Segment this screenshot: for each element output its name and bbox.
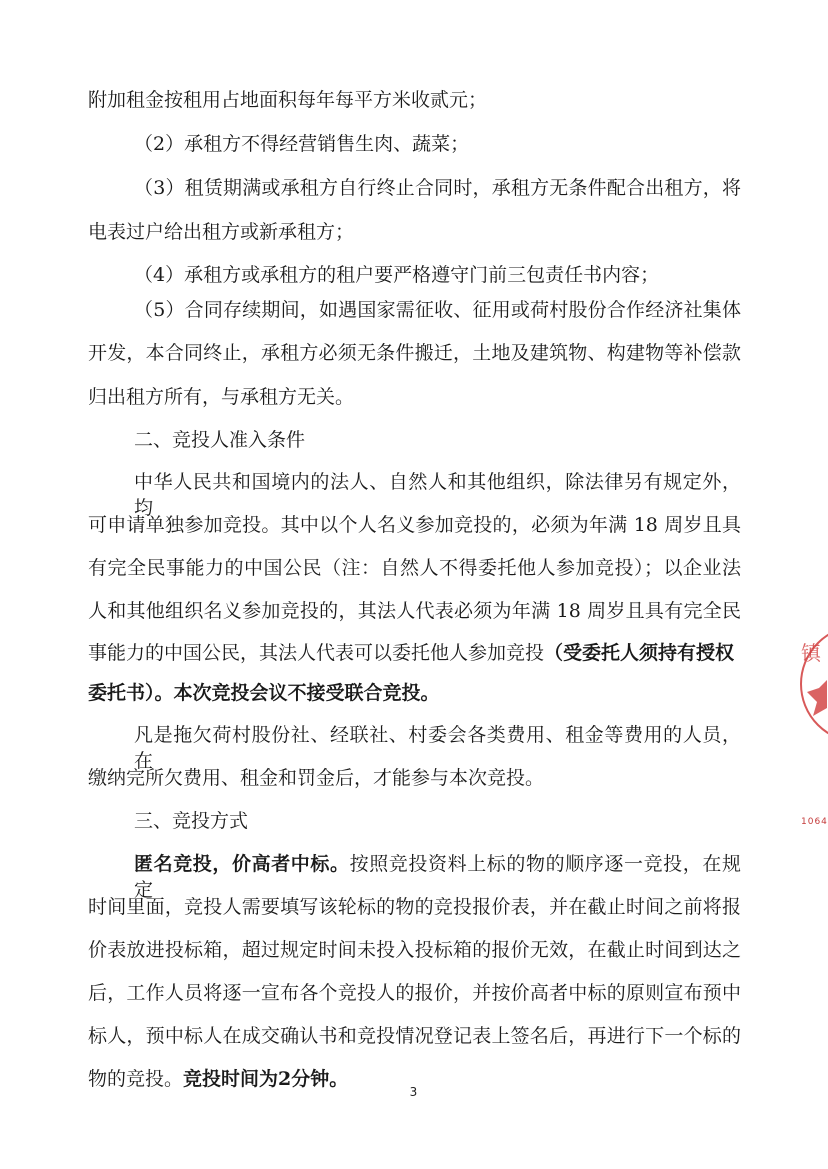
text-line bbox=[88, 894, 741, 920]
line-text: 可申请单独参加竞投。其中以个人名义参加竞投的，必须为年满 18 周岁且具 bbox=[88, 514, 741, 536]
text-line bbox=[88, 512, 741, 538]
page-number: 3 bbox=[409, 1085, 418, 1099]
text-line bbox=[134, 175, 741, 201]
text-line bbox=[88, 680, 440, 706]
line-text: 凡是拖欠荷村股份社、经联社、村委会各类费用、租金等费用的人员，在 bbox=[134, 724, 741, 772]
line-text: 缴纳完所欠费用、租金和罚金后，才能参与本次竞投。 bbox=[88, 767, 545, 789]
text-line bbox=[88, 640, 734, 666]
text-line bbox=[88, 1023, 741, 1049]
seal-number: 1064 bbox=[801, 817, 828, 827]
text-line bbox=[88, 980, 741, 1006]
line-text: （5）合同存续期间，如遇国家需征收、征用或荷村股份合作经济社集体 bbox=[134, 299, 741, 321]
text-line bbox=[134, 808, 248, 834]
line-text: 有完全民事能力的中国公民（注：自然人不得委托他人参加竞投）；以企业法 bbox=[88, 557, 741, 579]
line-text: 时间里面，竞投人需要填写该轮标的物的竞投报价表，并在截止时间之前将报 bbox=[88, 896, 741, 918]
text-line bbox=[88, 937, 741, 963]
bold-phrase: 匿名竞投，价高者中标。 bbox=[134, 853, 350, 875]
red-seal-stamp bbox=[797, 628, 827, 740]
line-text: 标人，预中标人在成交确认书和竞投情况登记表上签名后，再进行下一个标的 bbox=[88, 1025, 741, 1047]
line-text: 二、竞投人准入条件 bbox=[134, 429, 306, 451]
line-text: 后，工作人员将逐一宣布各个竞投人的报价，并按价高者中标的原则宣布预中 bbox=[88, 982, 741, 1004]
line-text: （4）承租方或承租方的租户要严格遵守门前三包责任书内容； bbox=[134, 264, 660, 286]
text-line bbox=[88, 87, 487, 113]
line-text: 委托书）。本次竞投会议不接受联合竞投。 bbox=[88, 682, 440, 704]
line-text: 按照竞投资料上标的物的顺序逐一竞投，在规定 bbox=[134, 853, 741, 901]
bold-phrase: （受委托人须持有授权 bbox=[544, 642, 735, 664]
line-text: 开发，本合同终止，承租方必须无条件搬迁，土地及建筑物、构建物等补偿款 bbox=[88, 342, 741, 364]
seal-text: 镇 bbox=[801, 641, 821, 665]
text-line bbox=[134, 851, 741, 901]
line-text: 电表过户给出租方或新承租方； bbox=[88, 221, 355, 243]
line-text: 三、竞投方式 bbox=[134, 810, 249, 832]
line-text: 事能力的中国公民，其法人代表可以委托他人参加竞投 bbox=[88, 642, 545, 664]
text-line bbox=[88, 555, 741, 581]
line-text: 附加租金按租用占地面积每年每平方米收贰元； bbox=[88, 89, 488, 111]
text-line bbox=[88, 765, 544, 791]
text-line bbox=[88, 384, 354, 410]
text-line bbox=[88, 219, 354, 245]
line-text: 物的竞投。 bbox=[88, 1068, 184, 1090]
text-line bbox=[134, 297, 741, 323]
text-line bbox=[134, 262, 659, 288]
line-text: 人和其他组织名义参加竞投的，其法人代表必须为年满 18 周岁且具有完全民 bbox=[88, 600, 741, 622]
line-text: 归出租方所有，与承租方无关。 bbox=[88, 386, 355, 408]
line-text: 价表放进投标箱，超过规定时间未投入投标箱的报价无效，在截止时间到达之 bbox=[88, 939, 741, 961]
bold-phrase: 竞投时间为2分钟。 bbox=[183, 1068, 349, 1090]
text-line bbox=[134, 722, 741, 772]
text-line bbox=[88, 340, 741, 366]
line-text: （2）承租方不得经营销售生肉、蔬菜； bbox=[134, 133, 470, 155]
line-text: 中华人民共和国境内的法人、自然人和其他组织，除法律另有规定外，均 bbox=[134, 471, 741, 519]
text-line bbox=[134, 131, 469, 157]
text-line bbox=[88, 598, 741, 624]
line-text: （3）租赁期满或承租方自行终止合同时，承租方无条件配合出租方，将 bbox=[134, 177, 741, 199]
text-line bbox=[134, 469, 741, 519]
text-line bbox=[134, 427, 305, 453]
